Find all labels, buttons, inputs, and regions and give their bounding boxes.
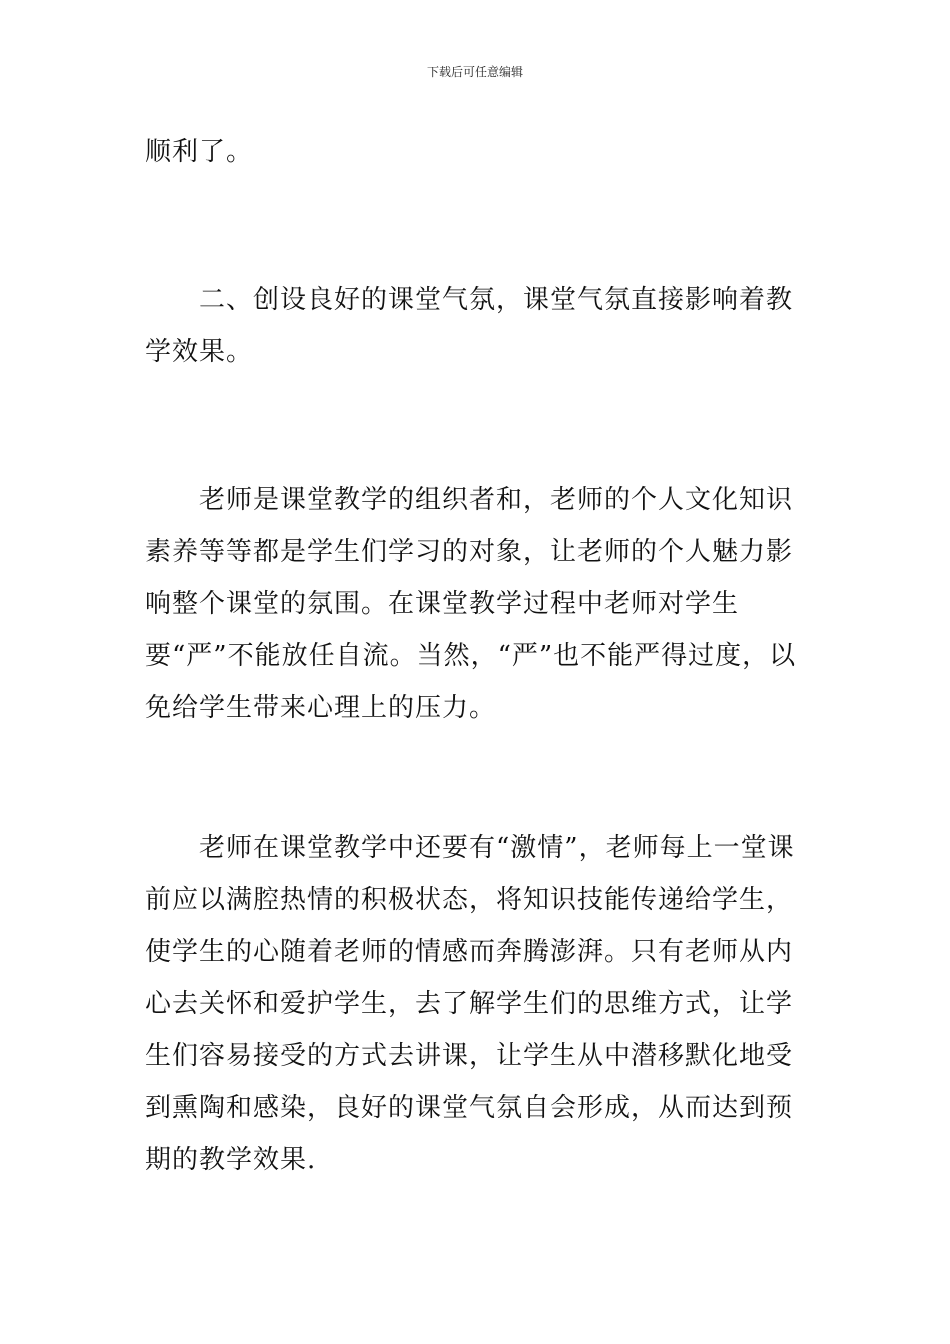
paragraph-section-heading: 二、创设良好的课堂气氛，课堂气氛直接影响着教学效果。 — [145, 285, 794, 367]
paragraph-teacher-passion: 老师在课堂教学中还要有“激情”，老师每上一堂课前应以满腔热情的积极状态，将知识技能传递给学生，使学生的心随着老师的情感而奔腾澎湃。只有老师从内心去关怀和爱护学生，去了解学生们的思维方式，让学生们容易接受的方式去讲课，让学生从中潜移默化地受到熏陶和感染，良好的课堂气氛自会形成，从而达到预期的教学效果. — [145, 833, 795, 1175]
page-header: 下载后可任意编辑 — [426, 65, 523, 79]
paragraph-continuation: 顺利了。 — [145, 137, 254, 167]
paragraph-teacher-role: 老师是课堂教学的组织者和，老师的个人文化知识素养等等都是学生们学习的对象，让老师的个人魅力影响整个课堂的氛围。在课堂教学过程中老师对学生要“严”不能放任自流。当然，“严”也不能严得过度，以免给学生带来心理上的压力。 — [145, 485, 797, 723]
